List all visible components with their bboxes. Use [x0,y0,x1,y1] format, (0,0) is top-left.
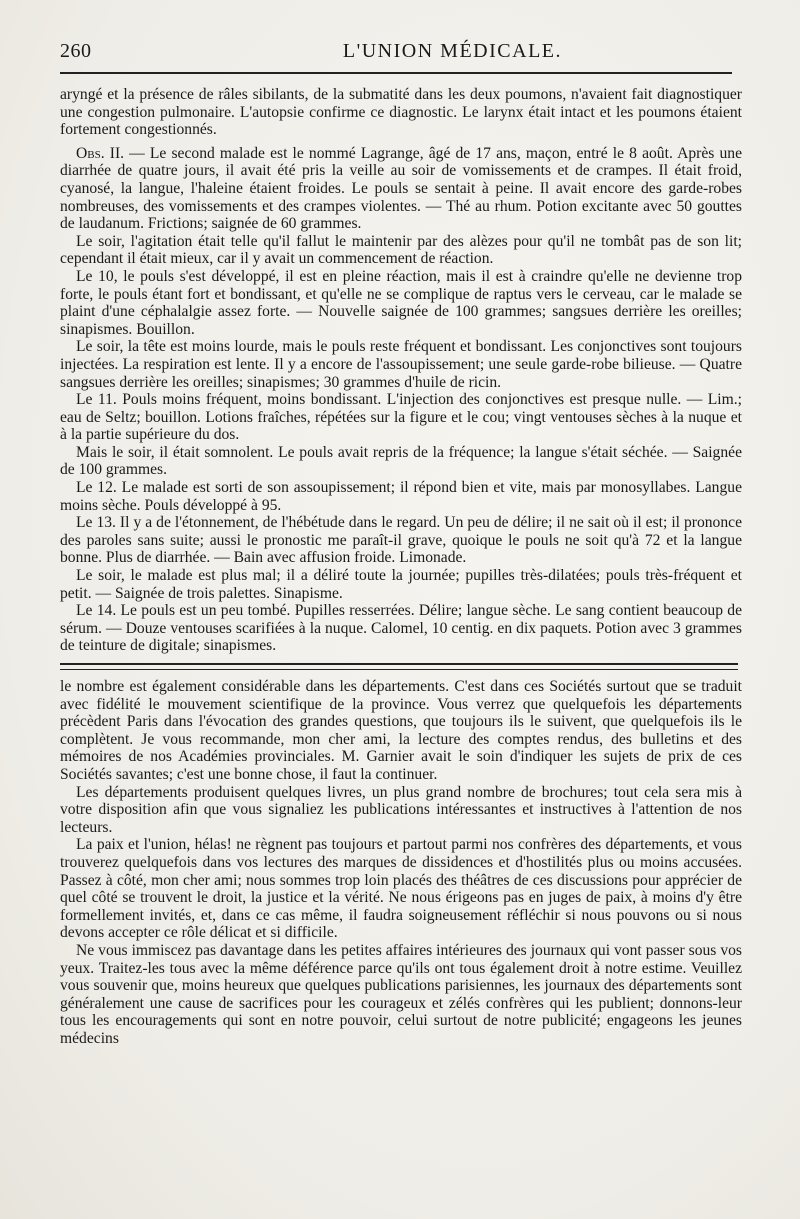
paragraph: aryngé et la présence de râles sibilants, de la submatité dans les deux poumons, n'avaient fait diagnostiquer une congestion pulmonaire. L'autopsie confirme ce diagnostic. Le larynx était intact et les poumons étaient fortement congestionnés. [60,86,742,139]
paragraph: Ne vous immiscez pas davantage dans les petites affaires intérieures des journaux qui vont passer sous vos yeux. Traitez-les tous avec la même déférence parce qu'ils ont tous également droit à notre estime. Veuillez vous souvenir que, moins heureux que quelques publications parisiennes, les journaux des départements sont généralement une cause de sacrifices pour les courageux et zélés confrères qui les publient; donnons-leur tous les encouragements qui sont en notre pouvoir, celui surtout de notre publicité; engageons les jeunes médecins [60,941,742,1047]
paragraph: La paix et l'union, hélas! ne règnent pas toujours et partout parmi nos confrères des départements, et vous trouverez quelquefois dans vos lectures des marques de dissidences et d'hostilités plus ou moins accusées. Passez à côté, mon cher ami; nous sommes trop loin placés des théâtres de ces discussions pour apprécier de quel côté se trouvent le droit, la justice et la vérité. Ne nous érigeons pas en juges de paix, à moins d'y être formellement invités, et, dans ce cas même, il faudra soigneusement réfléchir si nous pouvons ou si nous devons accepter ce rôle délicat et si difficile. [60,836,742,942]
paragraph: Les départements produisent quelques livres, un plus grand nombre de brochures; tout cela sera mis à votre disposition afin que vous signaliez les publications intéressantes et instructives à l'attention de nos lecteurs. [60,783,742,836]
paragraph: Le soir, l'agitation était telle qu'il fallut le maintenir par des alèzes pour qu'il ne tombât pas de son lit; cependant il était mieux, car il y avait un commencement de réaction. [60,232,742,268]
paragraph: Le soir, la tête est moins lourde, mais le pouls reste fréquent et bondissant. Les conjonctives sont toujours injectées. La respiration est lente. Il y a encore de l'assoupissement; une seule garde-robe bilieuse. — Quatre sangsues derrière les oreilles; sinapismes; 30 grammes d'huile de ricin. [60,338,742,391]
paragraph: Le 10, le pouls s'est développé, il est en pleine réaction, mais il est à craindre qu'elle ne devienne trop forte, le pouls étant fort et bondissant, et qu'elle ne se complique de raptus vers le cerveau, car le malade se plaint d'une céphalalgie assez forte. — Nouvelle saignée de 100 grammes; sangsues derrière les oreilles; sinapismes. Bouillon. [60,267,742,338]
paragraph: Le soir, le malade est plus mal; il a déliré toute la journée; pupilles très-dilatées; pouls très-fréquent et petit. — Saignée de trois palettes. Sinapisme. [60,567,742,602]
paragraph: Le 13. Il y a de l'étonnement, de l'hébétude dans le regard. Un peu de délire; il ne sait où il est; il prononce des paroles sans suite; aussi le pronostic me paraît-il grave, quoique le pouls ne soit qu'à 72 et la langue bonne. Plus de diarrhée. — Bain avec affusion froide. Limonade. [60,514,742,567]
paragraph: le nombre est également considérable dans les départements. C'est dans ces Sociétés surtout que se traduit avec fidélité le mouvement scientifique de la province. Vous verrez que quelquefois les départements précèdent Paris dans l'évocation des grandes questions, que toujours ils le suivent, que quelquefois ils le complètent. Je vous recommande, mon cher ami, la lecture des comptes rendus, des bulletins et des mémoires de nos Académies provinciales. M. Garnier avait le soin d'indiquer les sujets de prix de ces Sociétés savantes; c'est une bonne chose, il faut la continuer. [60,678,742,783]
page-number: 260 [60,40,92,62]
running-title: L'UNION MÉDICALE. [342,40,562,62]
paragraph: Le 11. Pouls moins fréquent, moins bondissant. L'injection des conjonctives est presque nulle. — Lim.; eau de Seltz; bouillon. Lotions fraîches, répétées sur la figure et le cou; vingt ventouses sèches à la nuque et à la partie supérieure du dos. [60,391,742,444]
page-header [60,40,732,74]
feuilleton-section [60,678,742,1047]
case-report-section [60,86,742,655]
observation-text: Le second malade est le nommé Lagrange, âgé de 17 ans, maçon, entré le 8 août. Après une diarrhée de quatre jours, il avait été pris la veille au soir de vomissements et de crampes. Il était froid, cyanosé, la langue, l'haleine étaient froides. Le pouls se sentait à peine. Il avait encore des garde-robes nombreuses, des vomissements et des crampes violentes. — Thé au rhum. Potion excitante avec 50 gouttes de laudanum. Frictions; saignée de 60 grammes. [60,144,742,233]
paragraph: Le 14. Le pouls est un peu tombé. Pupilles resserrées. Délire; langue sèche. Le sang contient beaucoup de sérum. — Douze ventouses scarifiées à la nuque. Calomel, 10 centig. en dix paquets. Potion avec 3 grammes de teinture de digitale; sinapismes. [60,602,742,655]
observation-label: Obs. II. — [76,144,145,162]
paragraph: Mais le soir, il était somnolent. Le pouls avait repris de la fréquence; la langue s'était séchée. — Saignée de 100 grammes. [60,443,742,479]
paragraph: Le 12. Le malade est sorti de son assoupissement; il répond bien et vite, mais par monosyllabes. Langue moins sèche. Pouls développé à 95. [60,479,742,514]
section-divider [60,663,738,670]
observation-paragraph [60,145,742,233]
